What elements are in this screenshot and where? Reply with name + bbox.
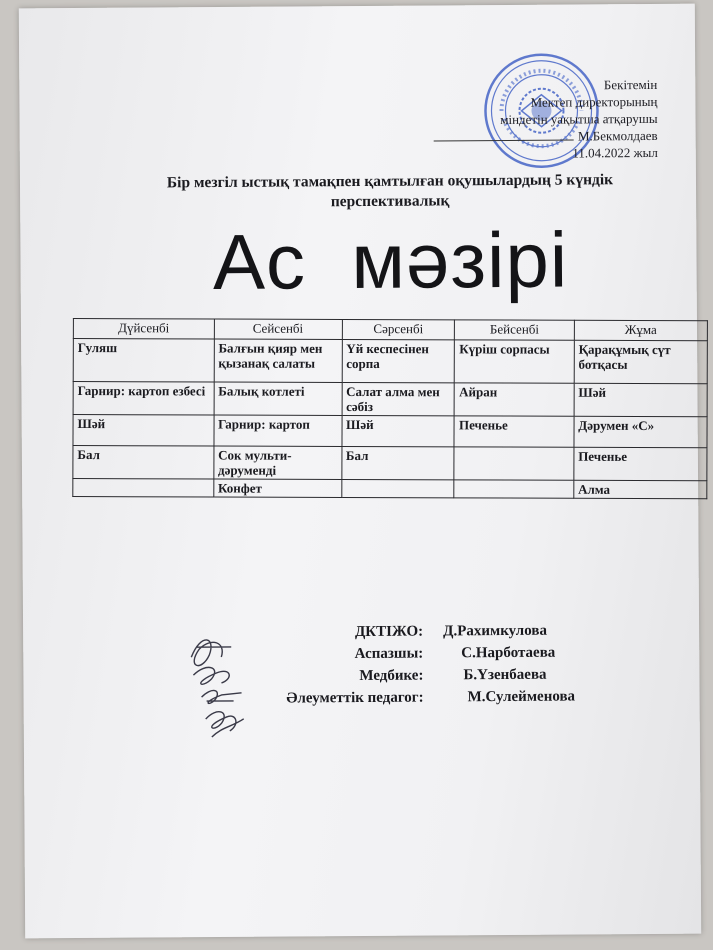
- table-row: [73, 339, 707, 384]
- signature-line: [434, 139, 574, 141]
- table-cell: Күріш сорпасы: [455, 340, 574, 383]
- menu-table: [72, 318, 708, 499]
- table-cell: Шәй: [73, 415, 214, 446]
- table-cell: Бал: [341, 446, 454, 479]
- table-row: [73, 415, 707, 448]
- document-page: [19, 4, 701, 939]
- table-cell: Сок мульти-дәруменді: [214, 446, 342, 479]
- approval-position: Мектеп директорының: [530, 93, 658, 110]
- approval-block: [434, 76, 658, 163]
- table-cell: Шәй: [574, 383, 707, 416]
- staff-role: Медбике:: [359, 667, 424, 685]
- table-cell: [73, 479, 214, 497]
- staff-row: [254, 688, 614, 713]
- staff-name: С.Нарботаева: [461, 644, 556, 662]
- header-thursday: Бейсенбі: [455, 320, 574, 340]
- table-cell: Үй кеспесінен сорпа: [342, 339, 455, 382]
- staff-name: Б.Үзенбаева: [463, 666, 547, 684]
- approval-director-name: М.Бекмолдаев: [577, 127, 658, 144]
- table-cell: Балғын қияр мен қызанақ салаты: [214, 339, 342, 382]
- staff-role: Әлеуметтік педагог:: [286, 689, 424, 707]
- table-row: [73, 382, 707, 417]
- staff-role: Аспазшы:: [354, 645, 424, 663]
- staff-row: [253, 622, 613, 647]
- table-row: [73, 446, 707, 481]
- staff-row: [253, 644, 613, 669]
- table-cell: Алма: [574, 480, 707, 498]
- table-cell: Печенье: [454, 416, 573, 447]
- table-cell: Печенье: [574, 447, 707, 480]
- table-cell: Шәй: [341, 415, 454, 446]
- document-title: Ас мәзірі: [212, 215, 569, 307]
- table-cell: [454, 447, 573, 480]
- header-wednesday: Сәрсенбі: [342, 319, 455, 339]
- table-cell: [341, 479, 454, 497]
- table-cell: [454, 480, 573, 498]
- menu-header-row: [73, 319, 707, 341]
- table-cell: Салат алма мен сәбіз: [342, 382, 455, 415]
- table-cell: Айран: [455, 383, 574, 416]
- header-friday: Жұма: [574, 320, 707, 340]
- staff-role: ДКТІЖО:: [354, 623, 424, 641]
- staff-name: Д.Рахимкулова: [443, 622, 547, 640]
- table-cell: Дәрумен «С»: [574, 416, 707, 447]
- approval-date: 11.04.2022 жыл: [572, 144, 658, 161]
- table-cell: Гуляш: [73, 339, 214, 382]
- header-tuesday: Сейсенбі: [214, 319, 342, 339]
- handwritten-signatures: [171, 627, 282, 748]
- staff-row: [253, 666, 613, 691]
- staff-name: М.Сулейменова: [467, 688, 576, 706]
- approval-acting: міндетін уақытша атқарушы: [500, 110, 658, 128]
- table-cell: Гарнир: картоп: [214, 415, 342, 446]
- approval-signatory: [434, 127, 658, 146]
- table-cell: Балық котлеті: [214, 382, 342, 415]
- header-monday: Дүйсенбі: [73, 319, 214, 339]
- table-cell: Гарнир: картоп езбесі: [73, 382, 214, 415]
- approval-heading: Бекітемін: [603, 76, 658, 93]
- document-subtitle: Бір мезгіл ыстық тамақпен қамтылған оқушылардың 5 күндік перспективалық: [166, 171, 614, 211]
- staff-signatures: [253, 622, 614, 713]
- table-row: [73, 479, 707, 499]
- table-cell: Конфет: [213, 479, 341, 497]
- table-cell: Қарақұмық сүт ботқасы: [574, 340, 707, 383]
- table-cell: Бал: [73, 446, 214, 479]
